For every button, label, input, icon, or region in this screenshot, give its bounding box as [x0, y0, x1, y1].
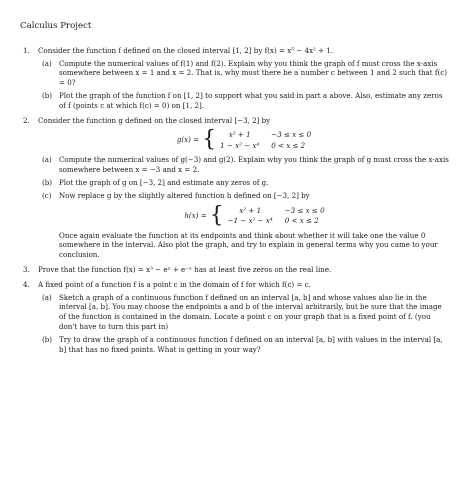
- subquestion-text: Plot the graph of the function f on [1, 2] to support what you said in part a above. Also, estimate any zeros of f (points c at which f(c) = 0) on [1, 2].: [59, 90, 443, 110]
- question-body: [38, 46, 450, 111]
- subquestion-2a: [38, 155, 450, 175]
- piecewise-lhs: g(x) =: [176, 135, 200, 145]
- question-stem: A fixed point of a function f is a point c in the domain of f for which f(c) = c.: [38, 279, 311, 289]
- subquestion-4b: [38, 335, 450, 355]
- piecewise-rows: [220, 130, 311, 150]
- subquestion-label: (a): [42, 155, 52, 165]
- piecewise-h: [59, 202, 450, 228]
- subquestion-1a: [38, 59, 450, 88]
- subquestion-label: (b): [42, 177, 53, 187]
- question-number: 2.: [23, 115, 30, 125]
- subquestion-label: (b): [42, 90, 53, 100]
- question-stem: Consider the function g defined on the closed interval [−3, 2] by: [38, 115, 271, 125]
- question-1: [20, 46, 450, 111]
- piece-condition: 0 < x ≤ 2: [271, 140, 306, 150]
- subquestion-label: (a): [42, 58, 52, 68]
- piece-condition: −3 ≤ x ≤ 0: [271, 130, 312, 140]
- piecewise-g: [38, 127, 450, 153]
- subquestion-text: Now replace g by the slightly altered function h defined on [−3, 2] by: [59, 190, 310, 200]
- left-brace-icon: {: [202, 127, 217, 153]
- piece-expression: x² + 1: [228, 130, 251, 140]
- question-number: 1.: [23, 45, 30, 55]
- subquestion-2c: [38, 191, 450, 260]
- piece-condition: 0 < x ≤ 2: [284, 216, 319, 226]
- piecewise-rows: [228, 206, 325, 226]
- piece-expression: 1 − x² − x⁴: [220, 140, 260, 150]
- piecewise-lhs: h(x) =: [184, 210, 207, 220]
- piece-expression: x² + 1: [239, 205, 262, 215]
- subquestion-2b: [38, 178, 450, 188]
- question-2: [20, 116, 450, 260]
- subquestion-label: (a): [42, 292, 52, 302]
- subquestion-1b: [38, 91, 450, 111]
- subquestion-4a: [38, 293, 450, 332]
- subquestion-text: Try to draw the graph of a continuous function f defined on an interval [a, b] with values in the interval [a, b] that has no fixed points. What is getting in your way?: [59, 334, 443, 354]
- subquestion-text: Compute the numerical values of g(−3) and g(2). Explain why you think the graph of g must cross the x-axis somewhere between x = −3 and x = 2.: [59, 155, 449, 175]
- question-stem: Consider the function f defined on the closed interval [1, 2] by f(x) = x⁵ − 4x² + 1.: [38, 45, 334, 55]
- left-brace-icon: {: [209, 202, 224, 228]
- question-number: 4.: [23, 279, 30, 289]
- subquestion-text: Plot the graph of g on [−3, 2] and estimate any zeros of g.: [59, 177, 269, 187]
- subquestion-followup: Once again evaluate the function at its endpoints and think about whether it will take one the value 0 somewhere in the interval. Also plot the graph, and try to explain in general terms why you came to your conclusion.: [59, 230, 438, 260]
- subquestion-label: (c): [42, 190, 52, 200]
- question-body: [38, 116, 450, 260]
- subquestion-body: [59, 191, 450, 260]
- question-number: 3.: [23, 264, 30, 274]
- question-4: [20, 280, 450, 355]
- question-body: [38, 280, 450, 355]
- subquestion-text: Sketch a graph of a continuous function f defined on an interval [a, b] and whose values also lie in the interval [a, b]. You may choose the endpoints a and b of the interval arbitrarily, but be sure that the image of the function is contained in the domain. Locate a point c on your graph that is a fixed point of f. (you don't have to turn this part in): [59, 292, 442, 331]
- subquestion-text: Compute the numerical values of f(1) and f(2). Explain why you think the graph of f must cross the x-axis somewhere between x = 1 and x = 2. That is, why must there be a number c between 1 and 2 such that f(c) = 0?: [59, 58, 448, 88]
- question-text: Prove that the function f(x) = x³ − eˣ + e⁻ˣ has at least five zeros on the real line.: [38, 264, 332, 274]
- subquestion-label: (b): [42, 334, 53, 344]
- piece-condition: −3 ≤ x ≤ 0: [284, 205, 325, 215]
- page-title: Calculus Project: [20, 21, 92, 31]
- piece-expression: −1 − x² − x⁴: [227, 216, 273, 226]
- question-3: [20, 265, 450, 275]
